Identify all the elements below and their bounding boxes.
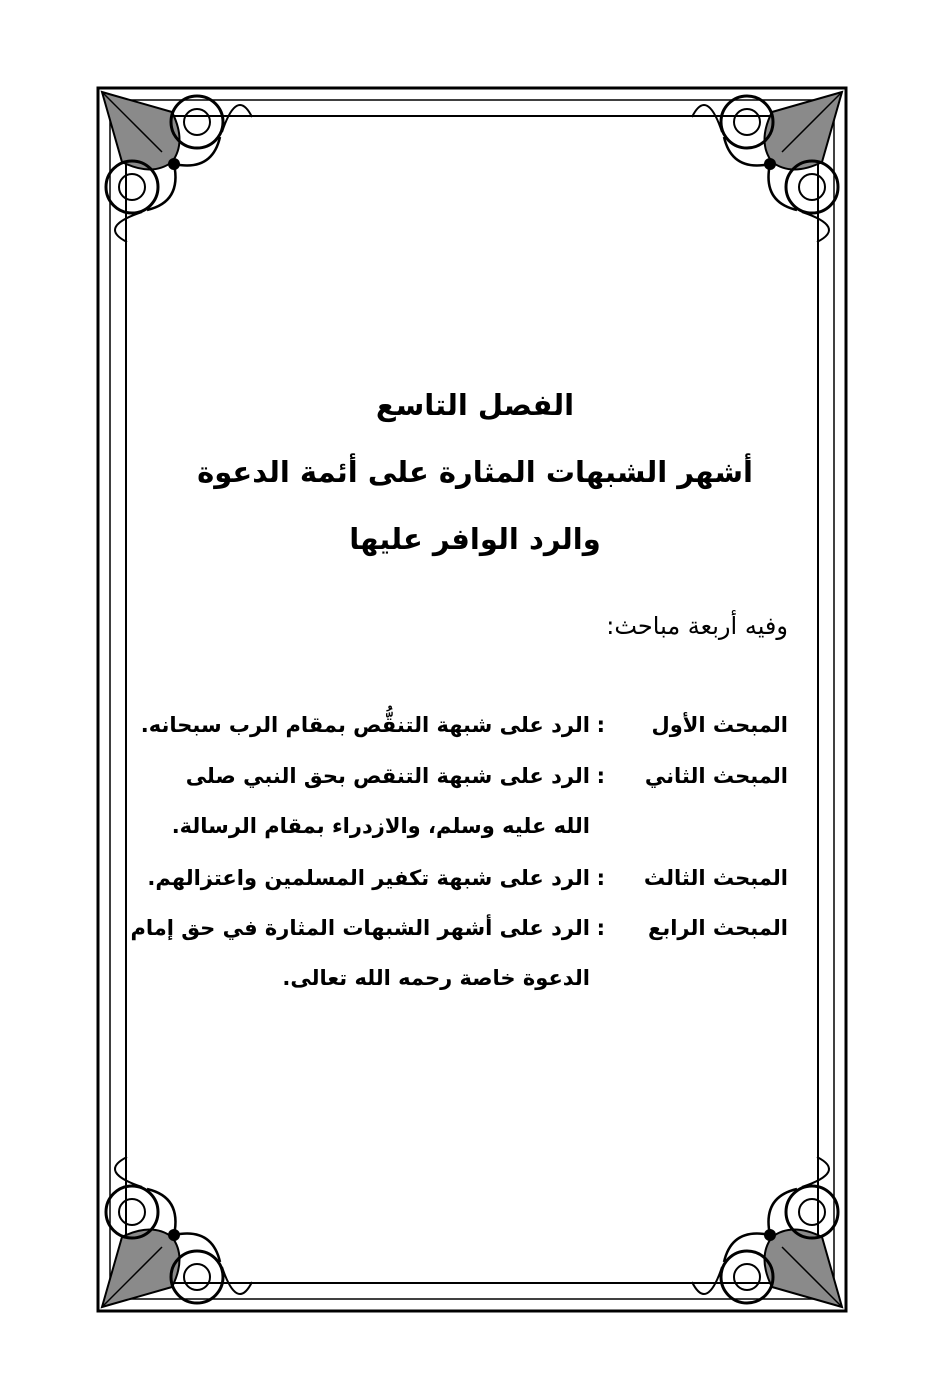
- inner-border: [110, 100, 834, 1299]
- inner-border-2: [126, 116, 818, 1283]
- corner-ornament-bottom-right: [692, 1157, 842, 1307]
- section-4-colon: :: [596, 916, 605, 940]
- section-4-line-1: الرد على أشهر الشبهات المثارة في حق إمام: [130, 916, 590, 940]
- chapter-title: الفصل التاسع: [375, 388, 575, 422]
- chapter-subtitle-line1: أشهر الشبهات المثارة على أئمة الدعوة: [197, 455, 753, 489]
- section-1-label: المبحث الأول: [651, 713, 788, 737]
- section-2-line-1: الرد على شبهة التنقص بحق النبي صلى: [185, 764, 590, 788]
- section-4-label: المبحث الرابع: [648, 916, 788, 940]
- corner-ornament-top-left: [102, 92, 252, 242]
- intro-text: وفيه أربعة مباحث:: [606, 612, 788, 640]
- section-3-line-1: الرد على شبهة تكفير المسلمين واعتزالهم.: [147, 866, 590, 890]
- corner-ornament-bottom-left: [102, 1157, 252, 1307]
- section-1-line-1: الرد على شبهة التنقُّص بمقام الرب سبحانه.: [140, 713, 590, 737]
- section-2-colon: :: [596, 764, 605, 788]
- chapter-subtitle-line2: والرد الوافر عليها: [349, 522, 601, 556]
- section-2-line-2: الله عليه وسلم، والازدراء بمقام الرسالة.: [171, 814, 590, 838]
- section-1-colon: :: [596, 713, 605, 737]
- section-4-line-2: الدعوة خاصة رحمه الله تعالى.: [282, 966, 590, 990]
- section-3-colon: :: [596, 866, 605, 890]
- corner-ornament-top-right: [692, 92, 842, 242]
- section-3-label: المبحث الثالث: [643, 866, 788, 890]
- outer-border: [98, 88, 846, 1311]
- section-2-label: المبحث الثاني: [644, 764, 788, 788]
